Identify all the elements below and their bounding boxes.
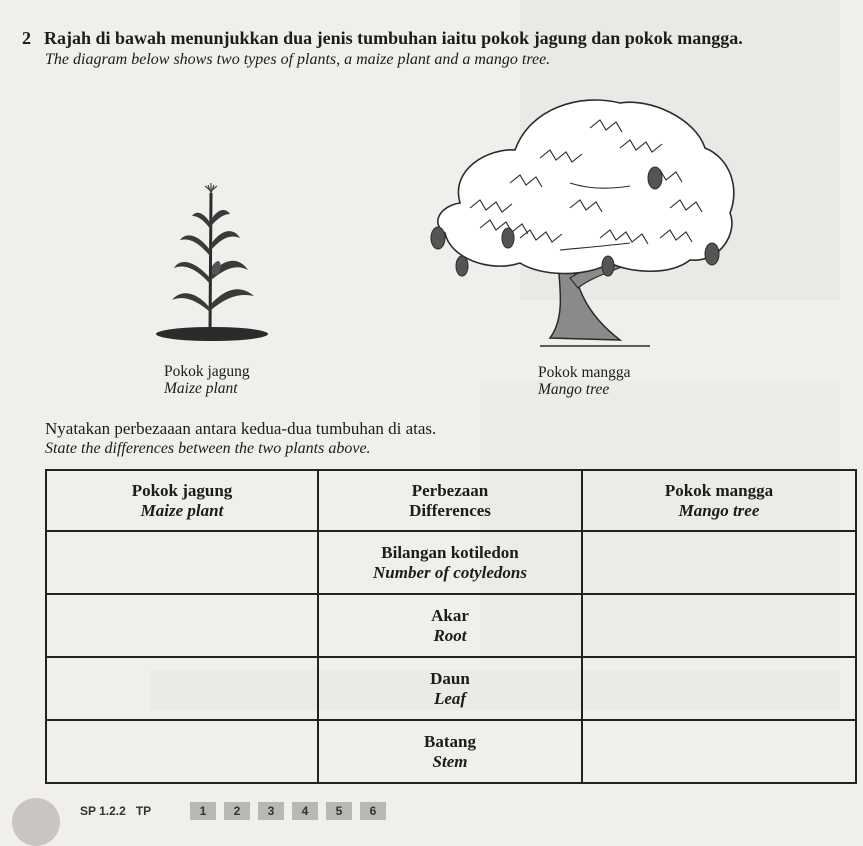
table-row (46, 720, 856, 783)
header-differences: Perbezaan Differences (318, 470, 582, 531)
mango-label-en: Mango tree (538, 381, 610, 398)
mango-label-ms: Pokok mangga (538, 364, 631, 381)
maize-plant-caption (164, 363, 250, 397)
answer-cell-mango-stem[interactable] (582, 720, 856, 783)
question-number: 2 (22, 28, 31, 48)
instruction-en: State the differences between the two plants above. (45, 440, 371, 457)
header-mango: Pokok mangga Mango tree (582, 470, 856, 531)
tp-level-box[interactable]: 3 (258, 802, 284, 820)
answer-cell-mango-leaf[interactable] (582, 657, 856, 720)
answer-cell-maize-cotyledon[interactable] (46, 531, 318, 594)
tp-level-box[interactable]: 6 (360, 802, 386, 820)
answer-cell-maize-root[interactable] (46, 594, 318, 657)
difference-label: Batang Stem (318, 720, 582, 783)
answer-cell-mango-cotyledon[interactable] (582, 531, 856, 594)
answer-cell-maize-stem[interactable] (46, 720, 318, 783)
mango-tree-caption (538, 364, 631, 398)
header-maize: Pokok jagung Maize plant (46, 470, 318, 531)
page-marker-circle (12, 798, 60, 846)
syllabus-code: SP 1.2.2 TP (80, 804, 152, 818)
maize-label-en: Maize plant (164, 380, 238, 397)
tp-level-box[interactable]: 1 (190, 802, 216, 820)
difference-label: Bilangan kotiledon Number of cotyledons (318, 531, 582, 594)
answer-cell-maize-leaf[interactable] (46, 657, 318, 720)
mango-tree-illustration (420, 88, 750, 353)
footer-bar (0, 796, 863, 820)
answer-cell-mango-root[interactable] (582, 594, 856, 657)
table-row (46, 531, 856, 594)
question-text-ms: 2 Rajah di bawah menunjukkan dua jenis tumbuhan iaitu pokok jagung dan pokok mangga. (22, 28, 743, 48)
differences-table (45, 469, 857, 784)
tp-level-box[interactable]: 2 (224, 802, 250, 820)
table-row (46, 657, 856, 720)
maize-label-ms: Pokok jagung (164, 363, 250, 380)
difference-label: Akar Root (318, 594, 582, 657)
maize-plant-illustration (150, 178, 275, 348)
tp-level-box[interactable]: 4 (292, 802, 318, 820)
table-header-row (46, 470, 856, 531)
difference-label: Daun Leaf (318, 657, 582, 720)
table-row (46, 594, 856, 657)
instruction-ms: Nyatakan perbezaaan antara kedua-dua tumbuhan di atas. (45, 419, 437, 438)
tp-level-box[interactable]: 5 (326, 802, 352, 820)
question-text-en: The diagram below shows two types of plants, a maize plant and a mango tree. (45, 51, 551, 68)
